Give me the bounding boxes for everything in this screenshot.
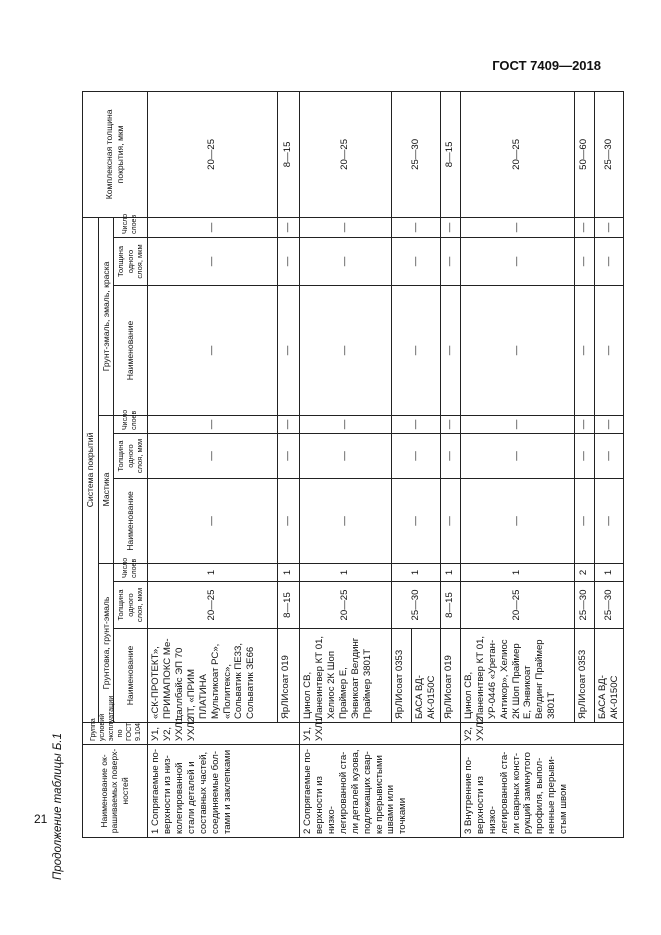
mastic-name-cell: —	[299, 479, 391, 564]
enamel-name-cell: —	[277, 286, 299, 416]
mastic-layers-cell: —	[440, 416, 460, 434]
group-cell: У1, УХЛ1	[299, 723, 460, 745]
enamel-name-cell: —	[574, 286, 594, 416]
header-primer-thickness: Толщина одного слоя, мкм	[114, 582, 147, 629]
header-total: Комплексная толщина покрытия, мкм	[83, 91, 148, 217]
surface-cell: 2 Сопрягаемые поверхности из низколегированной стали деталей кузова, подлежащих сварке прерывистыми швами или точками	[299, 745, 460, 838]
surface-cell: 3 Внутренние поверхности из низколегированной стали сварных конструкций замкнутого профиля, выполненные прерывистым швом	[460, 745, 623, 838]
enamel-layers-cell: —	[440, 217, 460, 237]
enamel-layers-cell: —	[574, 217, 594, 237]
enamel-layers-cell: —	[147, 217, 277, 237]
mastic-thickness-cell: —	[147, 434, 277, 479]
primer-thickness-cell: 25—30	[594, 582, 623, 629]
primer-thickness-cell: 8—15	[440, 582, 460, 629]
mastic-layers-cell: —	[147, 416, 277, 434]
primer-layers-cell: 1	[147, 564, 277, 582]
total-cell: 50—60	[574, 91, 594, 217]
table-row	[460, 91, 574, 837]
header-group: Группа условий эксплуатации по ГОСТ 9.104	[83, 723, 148, 745]
enamel-name-cell: —	[460, 286, 574, 416]
primer-name-cell: Цинол СВ, Ланеинтвер КТ 01, УР-0446 «Уретан-Антикор», Хелиос 2К Шоп Праймер Е, Энвикоат Велдинг Праймер 3801Т	[460, 629, 574, 723]
enamel-thickness-cell: —	[594, 238, 623, 286]
mastic-name-cell: —	[574, 479, 594, 564]
enamel-name-cell: —	[299, 286, 391, 416]
header-enamel-layers: Число слоев	[114, 217, 147, 237]
standard-header: ГОСТ 7409—2018	[492, 58, 601, 73]
enamel-name-cell: —	[440, 286, 460, 416]
primer-layers-cell: 2	[574, 564, 594, 582]
total-cell: 20—25	[299, 91, 391, 217]
primer-name-cell: Цинол СВ, Ланеинтвер КТ 01, Хелиос 2К Шоп Праймер Е, Энвикоат Велдинг Праймер 3801Т	[299, 629, 391, 723]
header-enamel-name: Наименование	[114, 286, 147, 416]
enamel-thickness-cell: —	[440, 238, 460, 286]
table-row	[299, 91, 391, 837]
enamel-name-cell: —	[147, 286, 277, 416]
mastic-name-cell: —	[391, 479, 440, 564]
total-cell: 8—15	[440, 91, 460, 217]
header-primer-name: Наименование	[114, 629, 147, 723]
table-row	[147, 91, 277, 837]
primer-layers-cell: 1	[594, 564, 623, 582]
total-cell: 20—25	[460, 91, 574, 217]
enamel-layers-cell: —	[299, 217, 391, 237]
mastic-name-cell: —	[440, 479, 460, 564]
header-surface: Наименование окрашиваемых поверхностей	[83, 745, 148, 838]
mastic-layers-cell: —	[277, 416, 299, 434]
mastic-thickness-cell: —	[594, 434, 623, 479]
header-mastic-thickness: Толщина одного слоя, мкм	[114, 434, 147, 479]
primer-name-cell: БАСА ВД-АК-0150С	[594, 629, 623, 723]
surface-cell: 1 Сопрягаемые поверхности из низколегированной стали деталей и составных частей, соединяемые болтами и заклепками	[147, 745, 299, 838]
enamel-thickness-cell: —	[574, 238, 594, 286]
primer-name-cell: БАСА ВД-АК-0150С	[411, 629, 440, 723]
enamel-layers-cell: —	[391, 217, 440, 237]
primer-thickness-cell: 25—30	[391, 582, 440, 629]
rotated-table-container	[82, 92, 620, 838]
enamel-layers-cell: —	[594, 217, 623, 237]
enamel-layers-cell: —	[460, 217, 574, 237]
enamel-thickness-cell: —	[391, 238, 440, 286]
mastic-layers-cell: —	[594, 416, 623, 434]
mastic-thickness-cell: —	[460, 434, 574, 479]
page-number: 21	[34, 812, 48, 826]
header-system: Система покрытий	[83, 217, 99, 722]
header-mastic: Мастика	[98, 416, 114, 564]
total-cell: 8—15	[277, 91, 299, 217]
enamel-name-cell: —	[594, 286, 623, 416]
primer-thickness-cell: 20—25	[299, 582, 391, 629]
table-caption: Продолжение таблицы Б.1	[52, 733, 64, 880]
header-enamel: Грунт-эмаль, эмаль, краска	[98, 217, 114, 415]
mastic-name-cell: —	[277, 479, 299, 564]
primer-name-cell: ЯрЛИсоат 0353	[574, 629, 594, 723]
primer-name-cell: «СК-ПРОТЕКТ», ПРИМАПОКС Металлбайс ЭП 70 ЛТ, «ПРИМ ПЛАТИНА Мультикоат РС», «Политекс», Сольватик ПЕ33, Сольватик ЗЕ66	[147, 629, 277, 723]
enamel-thickness-cell: —	[299, 238, 391, 286]
header-enamel-thickness: Толщина одного слоя, мкм	[114, 238, 147, 286]
mastic-layers-cell: —	[574, 416, 594, 434]
mastic-layers-cell: —	[391, 416, 440, 434]
primer-thickness-cell: 20—25	[460, 582, 574, 629]
header-mastic-name: Наименование	[114, 479, 147, 564]
primer-layers-cell: 1	[440, 564, 460, 582]
mastic-thickness-cell: —	[391, 434, 440, 479]
enamel-layers-cell: —	[277, 217, 299, 237]
primer-name-cell: ЯрЛИсоат 0353	[391, 629, 411, 723]
enamel-thickness-cell: —	[147, 238, 277, 286]
total-cell: 25—30	[594, 91, 623, 217]
header-primer: Грунтовка, грунт-эмаль	[98, 564, 114, 723]
enamel-thickness-cell: —	[460, 238, 574, 286]
enamel-thickness-cell: —	[277, 238, 299, 286]
mastic-thickness-cell: —	[574, 434, 594, 479]
mastic-layers-cell: —	[299, 416, 391, 434]
primer-layers-cell: 1	[299, 564, 391, 582]
total-cell: 20—25	[147, 91, 277, 217]
mastic-thickness-cell: —	[299, 434, 391, 479]
mastic-thickness-cell: —	[440, 434, 460, 479]
group-cell: У1, У2, УХЛ1, УХЛ2	[147, 723, 299, 745]
primer-thickness-cell: 8—15	[277, 582, 299, 629]
enamel-name-cell: —	[391, 286, 440, 416]
header-primer-layers: Число слоев	[114, 564, 147, 582]
header-mastic-layers: Число слоев	[114, 416, 147, 434]
mastic-name-cell: —	[460, 479, 574, 564]
primer-name-cell: ЯрЛИсоат 019	[440, 629, 460, 723]
mastic-name-cell: —	[147, 479, 277, 564]
group-cell: У2, УХЛ2	[460, 723, 623, 745]
primer-thickness-cell: 25—30	[574, 582, 594, 629]
coating-systems-table	[82, 91, 624, 838]
total-cell: 25—30	[391, 91, 440, 217]
primer-layers-cell: 1	[391, 564, 440, 582]
primer-name-cell: ЯрЛИсоат 019	[277, 629, 299, 723]
mastic-thickness-cell: —	[277, 434, 299, 479]
primer-layers-cell: 1	[460, 564, 574, 582]
mastic-layers-cell: —	[460, 416, 574, 434]
primer-thickness-cell: 20—25	[147, 582, 277, 629]
primer-layers-cell: 1	[277, 564, 299, 582]
mastic-name-cell: —	[594, 479, 623, 564]
